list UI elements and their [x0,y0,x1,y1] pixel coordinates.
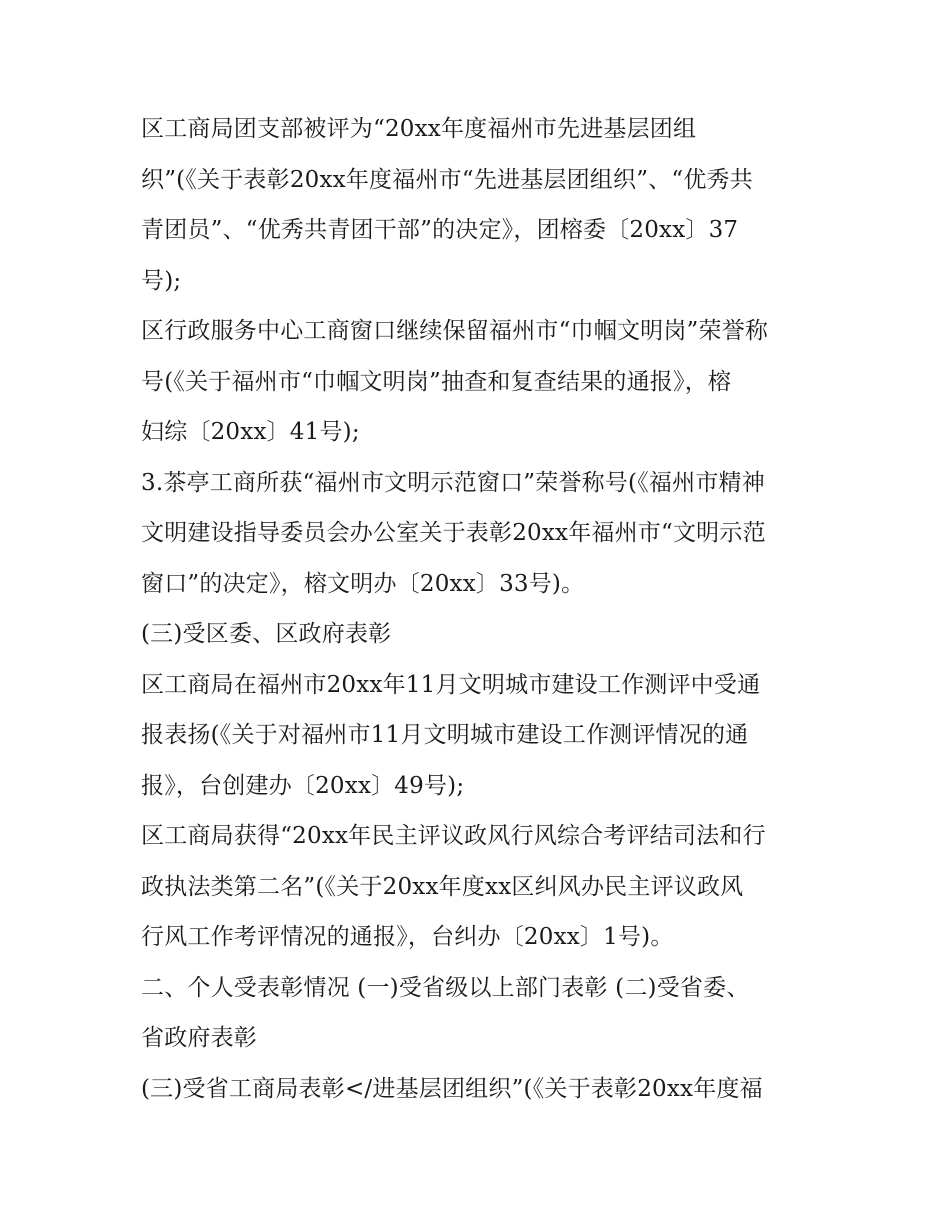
text-line-2: 织”(《关于表彰20xx年度福州市“先进基层团组织”、“优秀共 [141,166,753,193]
text-line-5: 区行政服务中心工商窗口继续保留福州市“巾帼文明岗”荣誉称 [141,318,769,344]
text-line-15: 区工商局获得“20xx年民主评议政风行风综合考评结司法和行 [141,823,766,849]
text-line-1: 区工商局团支部被评为“20xx年度福州市先进基层团组 [141,116,697,142]
text-line-12: 区工商局在福州市20xx年11月文明城市建设工作测评中受通 [141,671,761,698]
text-line-4: 号); [141,267,182,294]
text-line-18: 二、个人受表彰情况 (一)受省级以上部门表彰 (二)受省委、 [141,974,750,1001]
text-line-3: 青团员”、“优秀共青团干部”的决定》，团榕委〔20xx〕37 [141,217,739,243]
text-line-19: 省政府表彰 [141,1025,257,1051]
text-line-20: (三)受省工商局表彰</进基层团组织”(《关于表彰20xx年度福 [141,1075,763,1102]
text-line-10: 窗口”的决定》，榕文明办〔20xx〕33号)。 [141,570,585,597]
text-line-7: 妇综〔20xx〕41号); [141,419,360,445]
text-line-9: 文明建设指导委员会办公室关于表彰20xx年福州市“文明示范 [141,520,766,546]
text-line-16: 政执法类第二名”(《关于20xx年度xx区纠风办民主评议政风 [141,873,744,900]
text-line-14: 报》，台创建办〔20xx〕49号); [141,772,465,799]
section-heading: (三)受区委、区政府表彰 [141,621,392,647]
text-line-17: 行风工作考评情况的通报》，台纠办〔20xx〕1号)。 [141,924,674,950]
text-line-6: 号(《关于福州市“巾帼文明岗”抽查和复查结果的通报》，榕 [141,368,732,395]
document-body [141,110,821,1120]
text-line-13: 报表扬(《关于对福州市11月文明城市建设工作测评情况的通 [141,722,749,748]
text-line-8: 3.茶亭工商所获“福州市文明示范窗口”荣誉称号(《福州市精神 [141,469,765,496]
